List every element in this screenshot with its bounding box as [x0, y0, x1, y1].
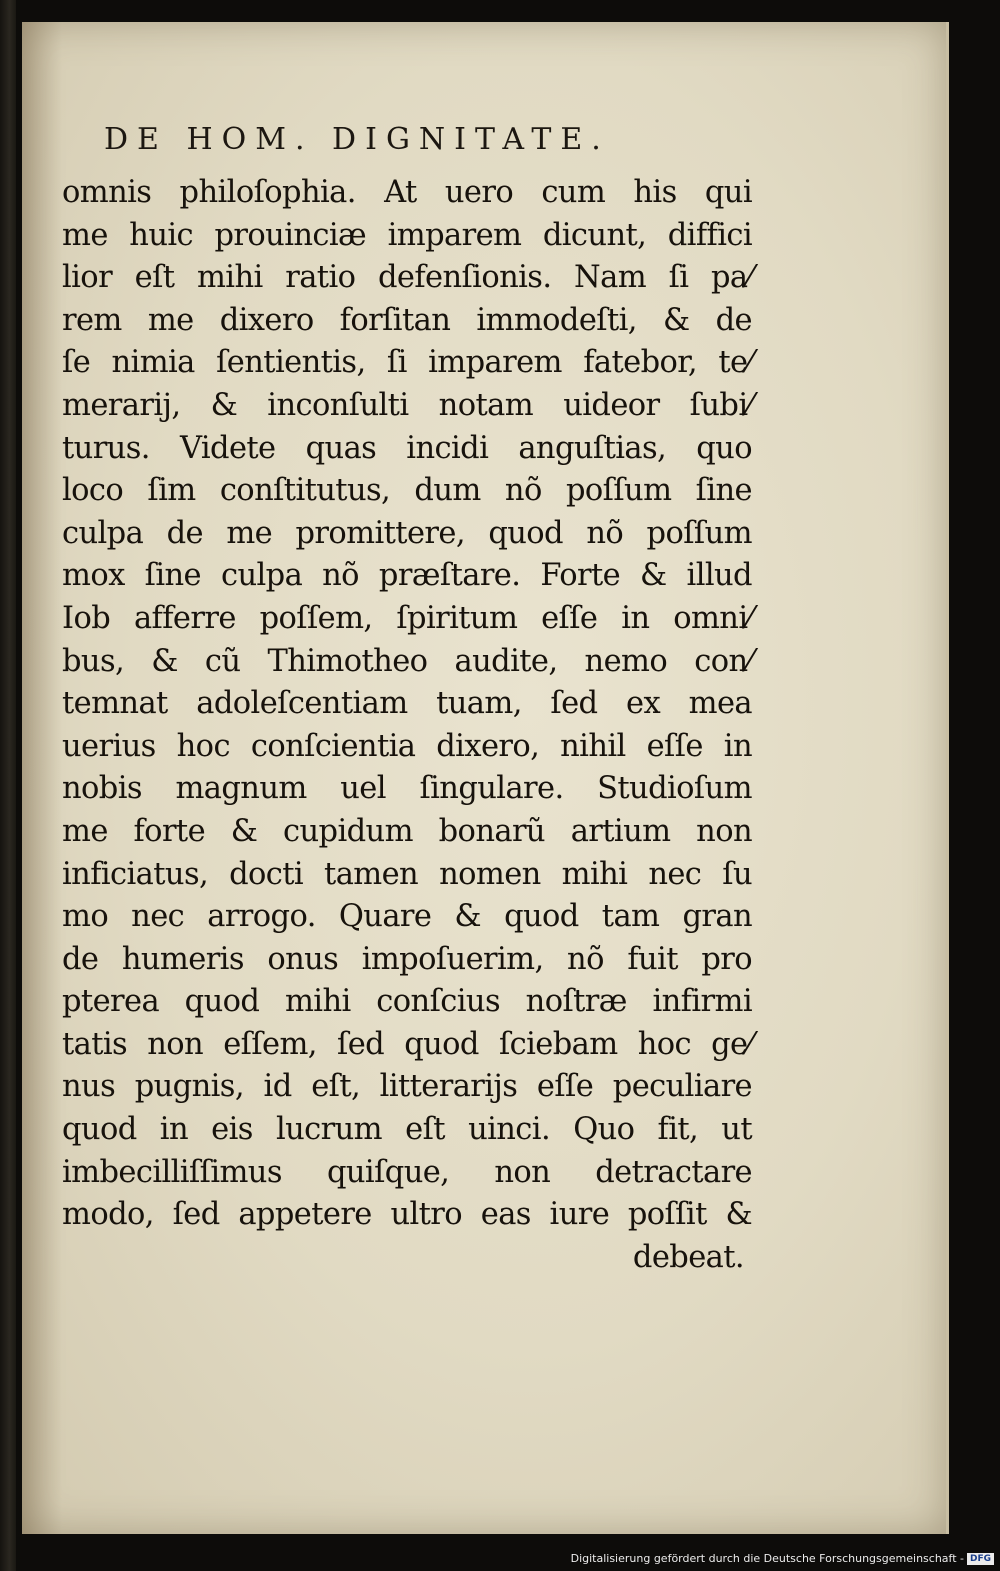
text-line: me forte & cupidum bonarũ artium non — [62, 813, 752, 849]
body-text — [62, 172, 752, 1279]
text-line: turus. Videte quas incidi anguſtias, quo — [62, 430, 752, 466]
text-line: me huic prouinciæ imparem dicunt, diffici — [62, 217, 752, 253]
text-line: modo, ſed appetere ultro eas iure poſſit & — [62, 1197, 752, 1233]
text-line: Iob afferre poſſem, ſpiritum eſſe in omni⁄ — [62, 600, 752, 636]
text-line: imbecilliſſimus quiſque, non detractare — [62, 1154, 752, 1190]
text-line: lior eſt mihi ratio defenſionis. Nam ſi pa⁄ — [62, 260, 752, 296]
text-line: inficiatus, docti tamen nomen mihi nec ſu — [62, 856, 752, 892]
text-line: tatis non eſſem, ſed quod ſciebam hoc ge⁄ — [62, 1026, 752, 1062]
text-line: uerius hoc conſcientia dixero, nihil eſſe in — [62, 728, 752, 764]
book-spine — [0, 0, 16, 1571]
text-line: omnis philoſophia. At uero cum his qui — [62, 175, 752, 210]
catchword: debeat. — [632, 1239, 744, 1275]
text-line: nus pugnis, id eſt, litterarijs eſſe peculiare — [62, 1069, 752, 1105]
digitization-credit — [571, 1552, 994, 1565]
credit-text: Digitalisierung gefördert durch die Deutsche Forschungsgemeinschaft - — [570, 1552, 964, 1565]
text-line: quod in eis lucrum eſt uinci. Quo fit, ut — [62, 1112, 752, 1148]
text-line: mox ſine culpa nõ præſtare. Forte & illud — [62, 558, 752, 594]
text-line: temnat adoleſcentiam tuam, ſed ex mea — [62, 686, 752, 722]
text-line: nobis magnum uel ſingulare. Studioſum — [62, 771, 752, 807]
book-page — [22, 22, 946, 1534]
text-line: mo nec arrogo. Quare & quod tam gran — [62, 899, 752, 935]
text-line: merarij, & inconſulti notam uideor ſubi⁄ — [62, 387, 752, 423]
text-line: loco ſim conſtitutus, dum nõ poſſum ſine — [62, 473, 752, 509]
text-line: rem me dixero forſitan immodeſti, & de — [62, 302, 752, 338]
text-line: pterea quod mihi conſcius noſtræ infirmi — [62, 984, 752, 1020]
running-header: DE HOM. DIGNITATE. — [104, 122, 610, 157]
text-line: de humeris onus impoſuerim, nõ fuit pro — [62, 941, 752, 977]
text-line: culpa de me promittere, quod nõ poſſum — [62, 515, 752, 551]
text-line: bus, & cũ Thimotheo audite, nemo con⁄ — [62, 643, 752, 679]
text-line: ſe nimia ſentientis, ſi imparem fatebor, te⁄ — [62, 345, 752, 381]
dfg-logo: DFG — [967, 1553, 994, 1565]
